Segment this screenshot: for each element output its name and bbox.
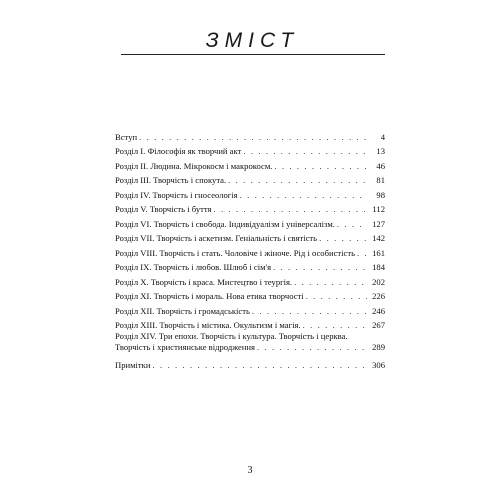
toc-entry-page: 161	[372, 247, 385, 258]
toc-entry-title: Розділ X. Творчість і краса. Мистецтво і теургія.	[115, 276, 293, 287]
toc-entry-page: 267	[372, 320, 385, 330]
toc-entry-chapter-12	[115, 302, 385, 317]
toc-entry-title: Розділ ІІІ. Творчість і спокута.	[115, 175, 227, 185]
toc-entry-title: Розділ XI. Творчість і мораль. Нова етика творчості	[115, 291, 304, 301]
toc-entry-title: Розділ IV. Творчість і гносеологія	[115, 189, 238, 200]
toc-entry-page: 226	[372, 291, 385, 301]
toc-entry-chapter-9	[115, 259, 385, 274]
toc-entry-page: 306	[372, 360, 385, 370]
toc-entry-page: 142	[372, 233, 385, 243]
dot-leader	[243, 146, 367, 157]
dot-leader	[257, 342, 367, 353]
page-number: 3	[247, 465, 253, 476]
toc-entry-chapter-14	[115, 331, 385, 353]
toc-entry-title-line-2: Творчість і християнське відродження	[115, 342, 255, 352]
toc-entry-page: 184	[372, 262, 385, 272]
toc-entry-page: 46	[376, 160, 385, 171]
page-title: ЗМІСТ	[205, 29, 300, 52]
dot-leader	[273, 262, 367, 273]
toc-entry-page: 13	[376, 146, 385, 156]
toc-entry-title: Розділ І. Філософія як творчий акт	[115, 146, 242, 156]
toc-entry-chapter-5	[115, 201, 385, 216]
toc-entry-title: Розділ ІІ. Людина. Мікрокосм і макрокосм.	[115, 160, 273, 171]
toc-entry-intro	[115, 128, 385, 143]
dot-leader	[357, 248, 367, 259]
dot-leader	[319, 233, 367, 244]
toc-entry-page: 127	[372, 218, 385, 229]
toc-entry-title: Розділ VIII. Творчість і стать. Чоловіче і жіноче. Рід і особистість	[115, 247, 356, 258]
toc-entry-title-line-1: Розділ XIV. Три епохи. Творчість і культура. Творчість і церква.	[115, 331, 348, 341]
toc-entry-page: 4	[380, 131, 385, 142]
toc-entry-page: 112	[372, 204, 385, 214]
toc-entry-chapter-4	[115, 186, 385, 201]
dot-leader	[213, 204, 367, 215]
toc-entry-notes	[115, 357, 385, 372]
toc-entry-page: 81	[376, 175, 385, 185]
toc-entry-chapter-2	[115, 157, 385, 172]
toc-entry-chapter-8	[115, 244, 385, 259]
toc-entry-title: Примітки	[115, 360, 151, 370]
toc-entry-page: 98	[376, 189, 385, 200]
toc-entry-title: Вступ	[115, 131, 138, 142]
title-underline	[121, 54, 385, 55]
dot-leader	[228, 175, 367, 186]
dot-leader	[306, 291, 367, 302]
toc-entry-chapter-11	[115, 288, 385, 303]
toc-entry-title: Розділ XII. Творчість і громадськість	[115, 305, 250, 316]
dot-leader	[252, 306, 367, 317]
toc-entry-title: Розділ IX. Творчість і любов. Шлюб і сім'я	[115, 262, 272, 272]
toc-entry-page: 202	[372, 276, 385, 287]
toc-entry-chapter-7	[115, 230, 385, 245]
dot-leader	[152, 360, 367, 371]
toc-entry-chapter-1	[115, 143, 385, 158]
toc-entry-chapter-10	[115, 273, 385, 288]
toc-entry-page: 289	[372, 342, 385, 352]
toc-entry-page: 246	[372, 305, 385, 316]
toc-entry-title: Розділ VI. Творчість і свобода. Індивідуалізм і універсалізм.	[115, 218, 335, 229]
toc-entry-title: Розділ XIII. Творчість і містика. Окультизм і магія.	[115, 320, 301, 330]
dot-leader	[274, 161, 367, 172]
table-of-contents	[115, 128, 385, 371]
dot-leader	[303, 320, 367, 331]
dot-leader	[240, 190, 367, 201]
toc-entry-chapter-3	[115, 172, 385, 187]
toc-entry-title: Розділ V. Творчість і буття	[115, 204, 212, 214]
toc-entry-title-line-2-row	[115, 342, 385, 353]
toc-entry-chapter-6	[115, 215, 385, 230]
dot-leader	[139, 132, 367, 143]
dot-leader	[337, 219, 367, 230]
toc-entry-title: Розділ VII. Творчість і аскетизм. Геніальність і святість	[115, 233, 318, 243]
toc-entry-chapter-13	[115, 317, 385, 332]
dot-leader	[294, 277, 367, 288]
